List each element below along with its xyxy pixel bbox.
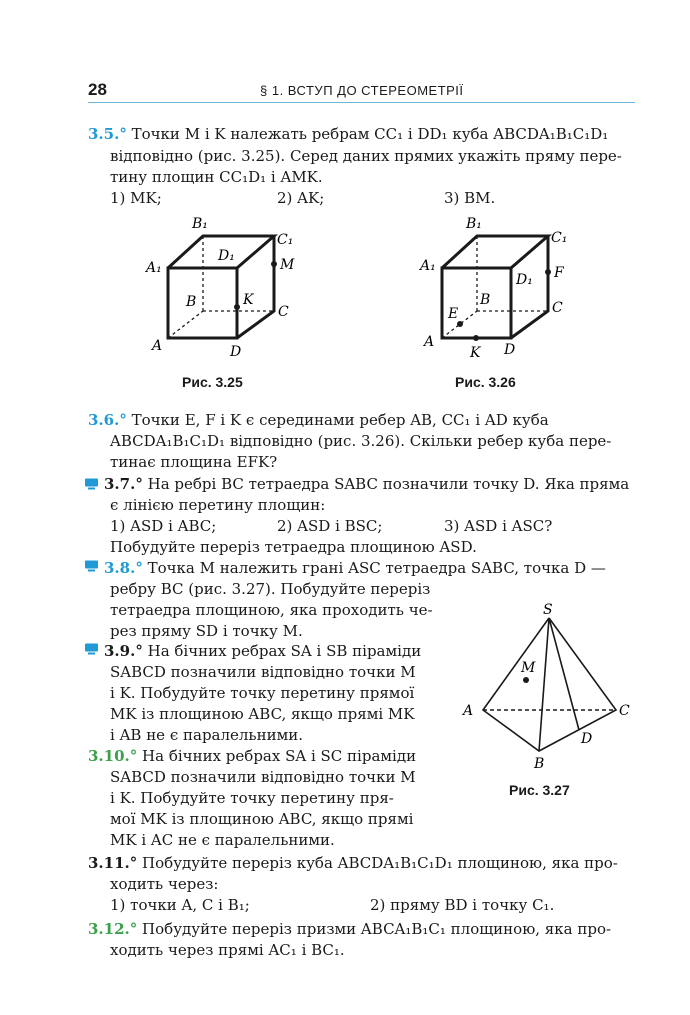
problem-3-5 [88,124,608,144]
label-b: B [186,294,197,310]
option-3: 3) BM. [444,189,496,207]
label-f: F [554,265,564,281]
label-b: B [534,756,545,772]
problem-text-line: Точка M належить грані ASC тетраедра SABC, точка D — [147,559,606,577]
label-c: C [552,300,563,316]
problem-text-line: SABCD позначили відповідно точки M [110,663,416,681]
problem-number: 3.7.° [104,475,143,493]
section-title: § 1. ВСТУП ДО СТЕРЕОМЕТРІЇ [260,83,464,98]
label-c1: C₁ [551,230,568,246]
problem-text-line: Побудуйте переріз призми ABCA₁B₁C₁ площиною, яка про- [142,920,612,938]
figure-3-26-cube [414,214,584,364]
problem-text-line: ребру BC (рис. 3.27). Побудуйте переріз [110,580,431,598]
point-k [234,304,240,310]
problem-text-line: На бічних ребрах SA і SB піраміди [147,642,422,660]
option-1: 1) точки A, C і B₁; [110,896,250,914]
problem-3-6 [88,410,549,430]
problem-number: 3.8.° [104,559,143,577]
label-d: D [581,731,593,747]
problem-text-line: і K. Побудуйте точку перетину пря- [110,789,394,807]
option-1: 1) ASD і ABC; [110,517,217,535]
problem-number: 3.11.° [88,854,138,872]
label-e: E [448,306,459,322]
option-1: 1) MK; [110,189,162,207]
label-b1: B₁ [192,216,208,232]
problem-text-line: Точки E, F і K є серединами ребер AB, CC₁ і AD куба [131,411,549,429]
problem-text-line: відповідно (рис. 3.25). Серед даних прямих укажіть пряму пере- [110,147,622,165]
figure-3-27-tetrahedron [455,600,635,775]
problem-text-line: Побудуйте переріз куба ABCDA₁B₁C₁D₁ площиною, яка про- [142,854,618,872]
problem-text-line: ABCDA₁B₁C₁D₁ відповідно (рис. 3.26). Скільки ребер куба пере- [110,432,612,450]
label-a: A [463,703,474,719]
problem-text-line: ходить через прямі AC₁ і BC₁. [110,941,345,959]
problem-number: 3.6.° [88,411,127,429]
computer-icon [84,560,99,572]
page-number: 28 [88,80,107,99]
problem-3-10 [88,746,416,766]
label-c: C [278,304,289,320]
problem-text-line: SABCD позначили відповідно точки M [110,768,416,786]
label-d1: D₁ [516,272,533,288]
option-2: 2) пряму BD і точку C₁. [370,896,555,914]
problem-text-line: На ребрі BC тетраедра SABC позначили точку D. Яка пряма [147,475,630,493]
problem-text-line: і K. Побудуйте точку перетину прямої [110,684,415,702]
problem-text-line: Побудуйте переріз тетраедра площиною ASD. [110,538,477,556]
label-b: B [480,292,491,308]
problem-3-11 [88,853,618,873]
label-m: M [521,660,536,676]
computer-icon [84,643,99,655]
point-k [473,335,479,341]
point-m [271,261,277,267]
label-d: D [230,344,242,360]
label-d1: D₁ [218,248,235,264]
problem-3-9 [104,641,421,661]
page-header [88,80,635,103]
problem-text-line: тетраедра площиною, яка проходить че- [110,601,433,619]
problem-number: 3.5.° [88,125,127,143]
point-m [523,677,529,683]
label-b1: B₁ [466,216,482,232]
problem-text-line: є лінією перетину площин: [110,496,326,514]
label-a: A [424,334,435,350]
problem-number: 3.12.° [88,920,138,938]
option-3: 3) ASD і ASC? [444,517,553,535]
label-a: A [152,338,163,354]
option-2: 2) AK; [277,189,325,207]
figure-caption: Рис. 3.26 [455,374,516,390]
problem-text-line: рез пряму SD і точку M. [110,622,303,640]
problem-3-12 [88,919,611,939]
problem-text-line: і AB не є паралельними. [110,726,304,744]
problem-3-8 [104,558,606,578]
problem-text-line: тину площин CC₁D₁ і AMK. [110,168,323,186]
problem-text-line: MK із площиною ABC, якщо прямі MK [110,705,415,723]
figure-caption: Рис. 3.25 [182,374,243,390]
label-c: C [619,703,630,719]
problem-text-line: мої MK із площиною ABC, якщо прямі [110,810,414,828]
label-a1: A₁ [420,258,436,274]
problem-text-line: MK і AC не є паралельними. [110,831,335,849]
computer-icon [84,478,99,490]
point-f [545,269,551,275]
label-m: M [280,257,295,273]
figure-3-25-cube [140,214,310,364]
label-c1: C₁ [277,232,294,248]
problem-text-line: Точки M і K належать ребрам CC₁ і DD₁ куба ABCDA₁B₁C₁D₁ [131,125,609,143]
problem-text-line: тинає площина EFK? [110,453,278,471]
figure-caption: Рис. 3.27 [509,782,570,798]
label-k: K [470,345,481,361]
problem-text-line: На бічних ребрах SA і SC піраміди [142,747,417,765]
problem-text-line: ходить через: [110,875,219,893]
problem-number: 3.10.° [88,747,138,765]
label-s: S [543,602,553,618]
problem-number: 3.9.° [104,642,143,660]
option-2: 2) ASD і BSC; [277,517,383,535]
label-k: K [243,292,254,308]
label-a1: A₁ [146,260,162,276]
label-d: D [504,342,516,358]
problem-3-7 [104,474,629,494]
